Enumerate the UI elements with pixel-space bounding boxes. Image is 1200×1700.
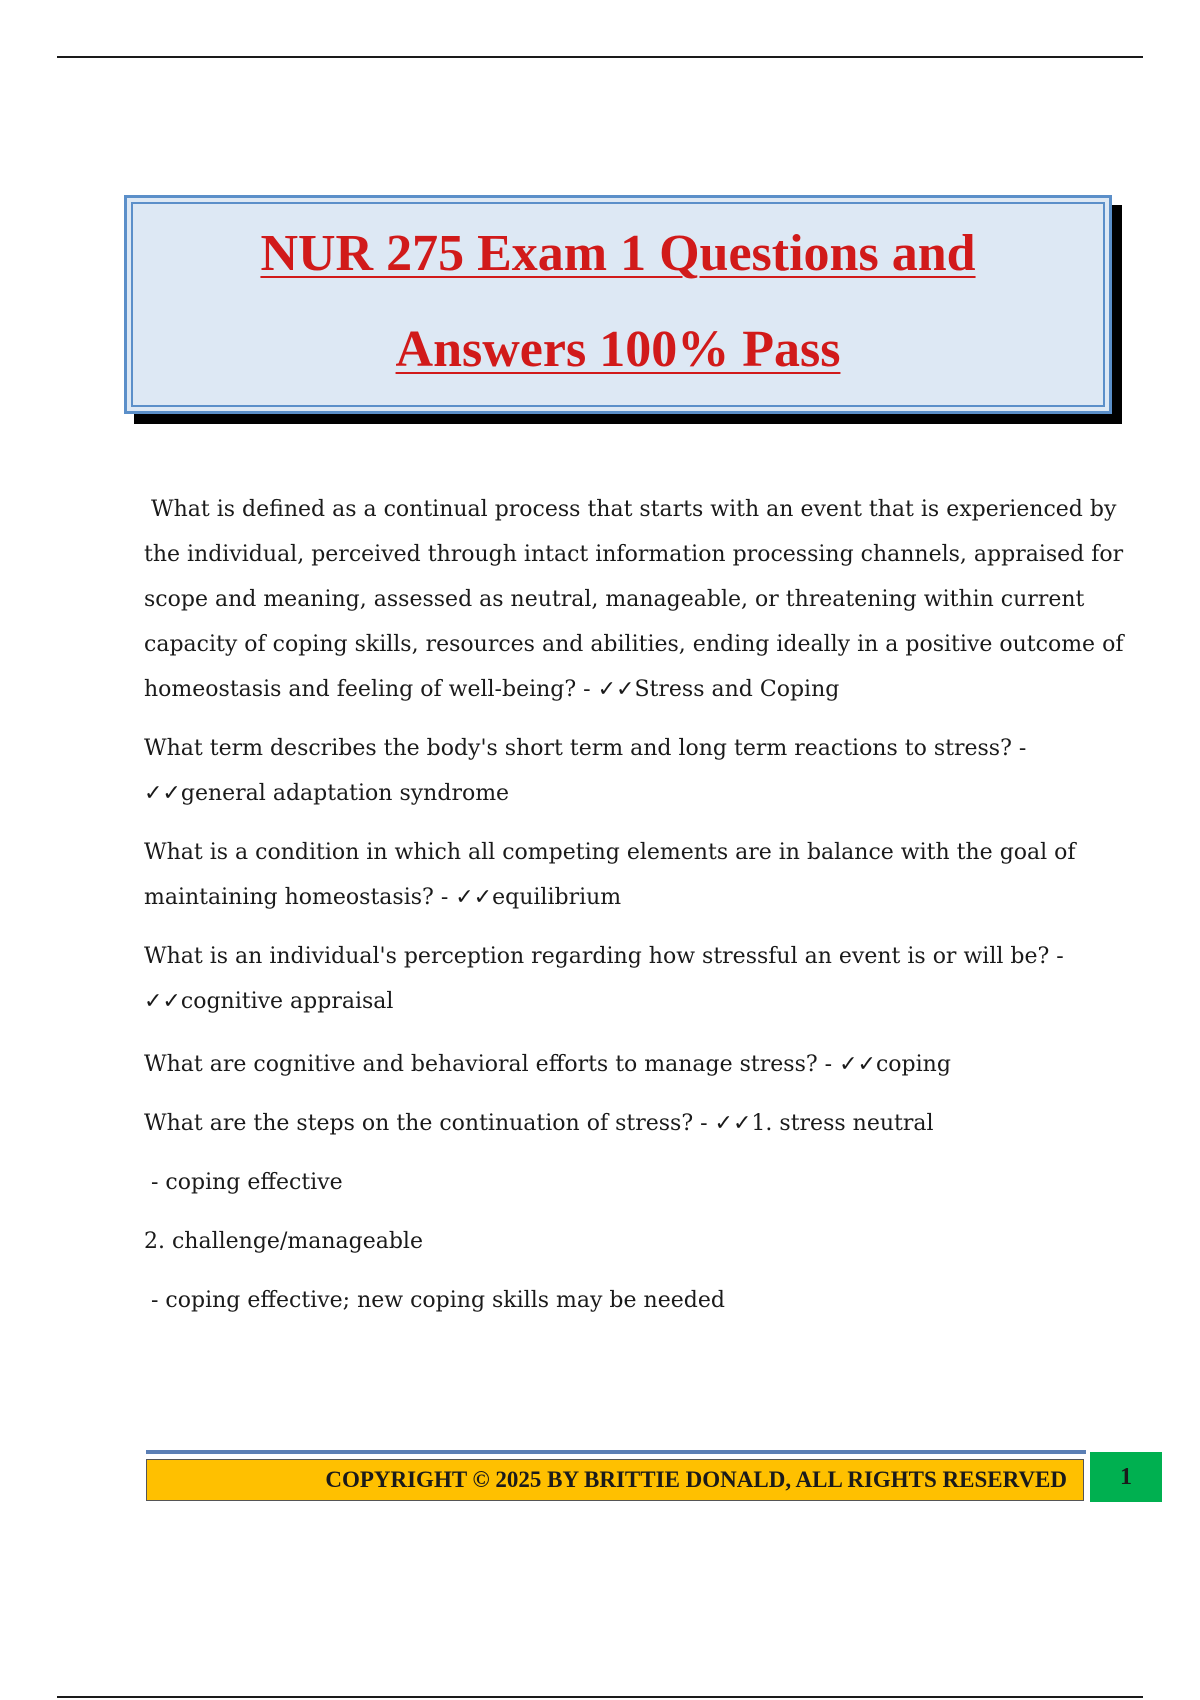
double-check-icon: ✓✓ <box>144 781 181 806</box>
answer-text: cognitive appraisal <box>180 989 394 1014</box>
question-line-with-answer <box>144 875 1094 920</box>
title-line-1: NUR 275 Exam 1 Questions and <box>260 225 976 282</box>
continuation-line <box>144 1278 1094 1323</box>
double-check-icon: ✓✓ <box>714 1111 752 1136</box>
qa-item <box>144 830 1094 920</box>
question-line: What is an individual's perception regarding how stressful an event is or will be? - <box>144 944 1064 969</box>
title-box <box>124 195 1112 414</box>
continuation-line <box>144 1160 1094 1205</box>
double-check-icon: ✓✓ <box>144 989 181 1014</box>
qa-item <box>144 1101 1094 1146</box>
double-check-icon: ✓✓ <box>839 1052 876 1077</box>
answer-line <box>144 979 1094 1024</box>
answer-text: equilibrium <box>492 885 622 910</box>
continuation-line <box>144 1219 1094 1264</box>
answer-text: general adaptation syndrome <box>180 781 510 806</box>
page-number-box <box>1090 1452 1162 1502</box>
header-rule <box>57 56 1143 58</box>
question-line-with-answer <box>144 1101 1094 1146</box>
continuation-text: - coping effective; new coping skills may be needed <box>144 1288 725 1313</box>
question-line-with-answer <box>144 667 1094 712</box>
question-line: What term describes the body's short term and long term reactions to stress? - <box>144 736 1027 761</box>
bottom-rule <box>57 1696 1143 1698</box>
answer-line <box>144 771 1094 816</box>
qa-item <box>144 487 1124 712</box>
question-text: What are the steps on the continuation of stress? - <box>144 1111 715 1136</box>
copyright-text: COPYRIGHT © 2025 BY BRITTIE DONALD, ALL RIGHTS RESERVED <box>325 1467 1067 1492</box>
copyright-bar <box>146 1459 1084 1501</box>
qa-content <box>144 487 1124 1337</box>
answer-text: Stress and Coping <box>634 677 840 702</box>
question-line: What is a condition in which all competing elements are in balance with the goal of <box>144 840 1076 865</box>
double-check-icon: ✓✓ <box>455 885 493 910</box>
question-text: homeostasis and feeling of well-being? - <box>144 677 598 702</box>
qa-item <box>144 1042 1094 1087</box>
page-number: 1 <box>1120 1464 1132 1490</box>
question-line: What is defined as a continual process that starts with an event that is experienced by <box>144 497 1117 522</box>
continuation-text: - coping effective <box>144 1170 343 1195</box>
qa-item <box>144 726 1094 816</box>
question-line: the individual, perceived through intact information processing channels, appraised for <box>144 542 1124 567</box>
title-line-2: Answers 100% Pass <box>395 321 841 378</box>
continuation-text: 2. challenge/manageable <box>144 1229 423 1254</box>
question-line-with-answer <box>144 1042 1094 1087</box>
double-check-icon: ✓✓ <box>597 677 635 702</box>
footer-rule <box>146 1450 1086 1454</box>
document-title <box>127 206 1109 398</box>
answer-text: 1. stress neutral <box>751 1111 934 1136</box>
question-text: maintaining homeostasis? - <box>144 885 456 910</box>
question-line: scope and meaning, assessed as neutral, manageable, or threatening within current <box>144 587 1085 612</box>
answer-text: coping <box>875 1052 951 1077</box>
question-line: capacity of coping skills, resources and abilities, ending ideally in a positive outcome of <box>144 632 1124 657</box>
qa-item <box>144 934 1094 1024</box>
question-text: What are cognitive and behavioral efforts to manage stress? - <box>144 1052 840 1077</box>
